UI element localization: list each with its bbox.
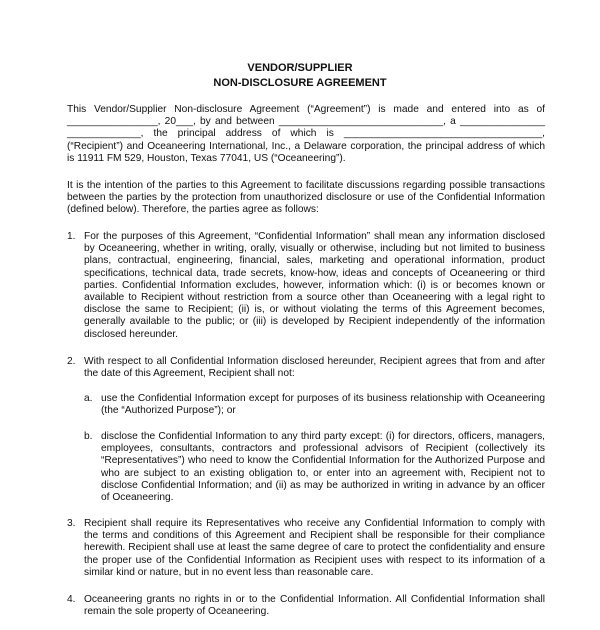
section-2-number: 2.	[67, 356, 76, 367]
section-2b-text: disclose the Confidential Information to any third party except: (i) for directors, officers, managers, employees, consultants, contractors and professional advisors of Recipient (collectively its “Representatives”) who need to know the Confidential Information for the Authorized Purpose and who are subject to an existing obligation to, or enter into an agreement with, Recipient not to disclose Confidential Information; and (ii) as may be authorized in writing in advance by an officer of Oceaneering.	[101, 431, 545, 504]
title-line-2: NON-DISCLOSURE AGREEMENT	[213, 77, 387, 89]
intro-paragraph: This Vendor/Supplier Non-disclosure Agreement (“Agreement”) is made and entered into as of ________________, 20___, by and between _____________________________, a _______________ _____________, the principal address of which is ___________________________________, (“Recipient”) and Oceaneering International, Inc., a Delaware corporation, the principal address of which is 11911 FM 529, Houston, Texas 77041, US (“Oceaneering”).	[67, 104, 545, 164]
section-2-text: With respect to all Confidential Information disclosed hereunder, Recipient agrees that from and after the date of this Agreement, Recipient shall not:	[84, 356, 545, 380]
section-3-text: Recipient shall require its Representatives who receive any Confidential Information to comply with the terms and conditions of this Agreement and Recipient shall be responsible for their compliance herewith. Recipient shall use at least the same degree of care to protect the confidentiality and ensure the proper use of the Confidential Information as Recipient uses with respect to its information of a similar kind or nature, but in no event less than reasonable care.	[84, 518, 545, 578]
section-2a-letter: a.	[84, 393, 93, 404]
section-1-text: For the purposes of this Agreement, “Confidential Information” shall mean any information disclosed by Oceaneering, whether in writing, orally, visually or otherwise, including but not limited to business plans, contractual, engineering, financial, sales, marketing and operational information, product specifications, technical data, trade secrets, know-how, ideas and concepts of Oceaneering or third parties. Confidential Information excludes, however, information which: (i) is or becomes known or available to Recipient without restriction from a source other than Oceaneering with a legal right to disclose the same to Recipient; (ii) is, or without violating the terms of this Agreement becomes, generally available to the public; or (iii) is developed by Recipient independently of the information disclosed hereunder.	[84, 231, 545, 340]
section-4-text: Oceaneering grants no rights in or to the Confidential Information. All Confidential Information shall remain the sole property of Oceaneering.	[84, 594, 545, 618]
title-line-1: VENDOR/SUPPLIER	[247, 62, 353, 74]
section-2a-text: use the Confidential Information except for purposes of its business relationship with Oceaneering (the “Authorized Purpose”); or	[101, 393, 545, 417]
section-1-number: 1.	[67, 231, 76, 242]
section-4-number: 4.	[67, 594, 76, 605]
section-3-number: 3.	[67, 518, 76, 529]
section-2b-letter: b.	[84, 431, 93, 442]
intention-paragraph: It is the intention of the parties to this Agreement to facilitate discussions regarding possible transactions between the parties by the protection from unauthorized disclosure or use of the Confidential Information (defined below). Therefore, the parties agree as follows:	[67, 180, 545, 216]
